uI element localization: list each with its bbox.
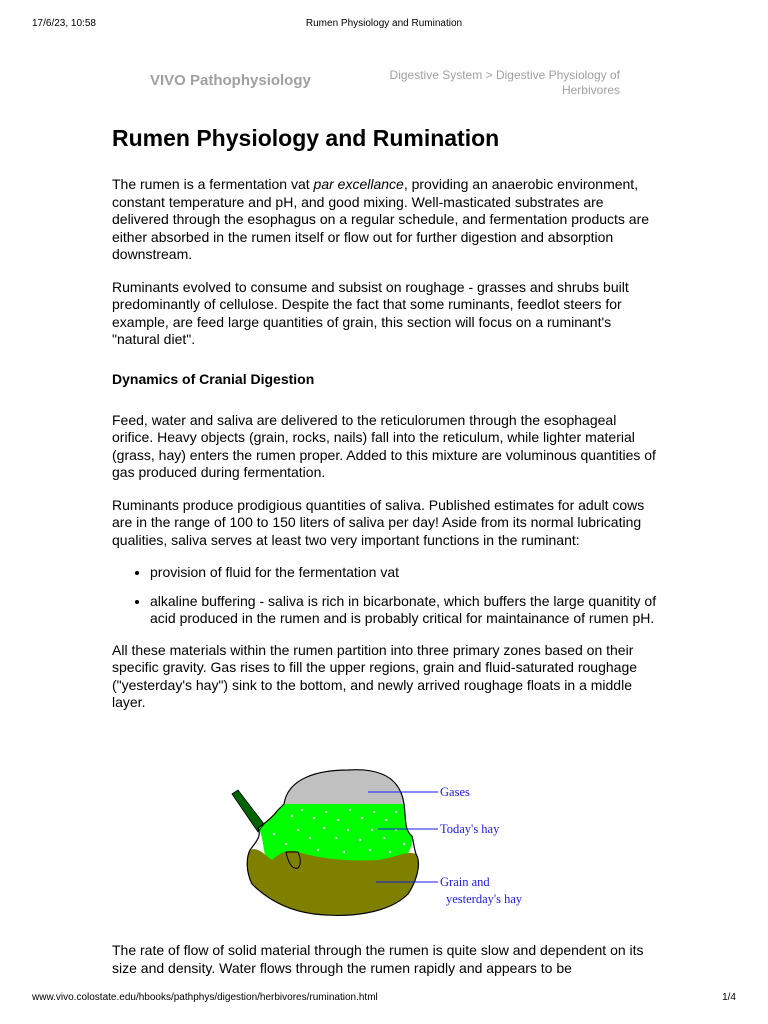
- section-heading: Dynamics of Cranial Digestion: [112, 370, 315, 387]
- article-body: [112, 122, 660, 727]
- page-title: Rumen Physiology and Rumination: [112, 125, 500, 151]
- roughage-paragraph: Ruminants evolved to consume and subsist on roughage - grasses and shrubs built predominantly of cellulose. Despite the fact that some ruminants, feedlot steers for example, are feed large quantities of grain, this section will focus on a ruminant's "natural diet".: [112, 278, 629, 347]
- esophagus-shape: [232, 790, 264, 832]
- article-continuation: [112, 942, 660, 992]
- grain-label-line2: yesterday's hay: [446, 892, 523, 906]
- saliva-paragraph: Ruminants produce prodigious quantities of saliva. Published estimates for adult cows are in the range of 100 to 150 liters of saliva per day! Aside from its normal lubricating qualities, saliva serves at least two very important functions in the ruminant:: [112, 496, 645, 548]
- rumen-diagram: [228, 764, 548, 924]
- breadcrumb-herbivores[interactable]: Digestive Physiology of Herbivores: [495, 68, 620, 97]
- print-url: www.vivo.colostate.edu/hbooks/pathphys/digestion/herbivores/rumination.html: [32, 992, 378, 1003]
- intro-emphasis: par excellance: [313, 176, 404, 192]
- intro-paragraph: The rumen is a fermentation vat par excellance, providing an anaerobic environment, constant temperature and pH, and good mixing. Well-masticated substrates are delivered through the esophagus on a regular schedule, and fermentation products are either absorbed in the rumen itself or flow out for further digestion and absorption downstream.: [112, 176, 650, 262]
- flow-paragraph: The rate of flow of solid material through the rumen is quite slow and dependent on its size and density. Water flows through the rumen rapidly and appears to be: [112, 942, 644, 976]
- breadcrumb-digestive-system[interactable]: Digestive System: [389, 68, 483, 82]
- breadcrumb-separator: >: [485, 68, 493, 82]
- grain-label-line1: Grain and: [440, 875, 490, 889]
- breadcrumb: [360, 68, 620, 98]
- todays-hay-label: Today's hay: [440, 822, 500, 836]
- rumen-zones-figure: [228, 764, 548, 924]
- list-item: • provision of fluid for the fermentation vat: [150, 564, 660, 582]
- gases-label: Gases: [440, 785, 470, 799]
- print-date: 17/6/23, 10:58: [32, 18, 96, 29]
- site-name-link[interactable]: VIVO Pathophysiology: [150, 72, 311, 89]
- list-item: • alkaline buffering - saliva is rich in bicarbonate, which buffers the large quanitity of acid produced in the rumen and is probably critical for maintainance of rumen pH.: [150, 593, 660, 628]
- print-title: Rumen Physiology and Rumination: [305, 18, 463, 29]
- print-page-number: 1/4: [722, 992, 736, 1003]
- feed-paragraph: Feed, water and saliva are delivered to the reticulorumen through the esophageal orifice. Heavy objects (grain, rocks, nails) fall into the reticulum, while lighter material (grass, hay) enters the rumen proper. Added to this mixture are voluminous quantities of gas produced during fermentation.: [112, 411, 656, 480]
- saliva-functions-list: [112, 564, 660, 628]
- zones-paragraph: All these materials within the rumen partition into three primary zones based on their specific gravity. Gas rises to fill the upper regions, grain and fluid-saturated roughage ("yesterday's hay") sink to the bottom, and newly arrived roughage floats in a middle layer.: [112, 641, 638, 710]
- gas-zone: [284, 770, 404, 804]
